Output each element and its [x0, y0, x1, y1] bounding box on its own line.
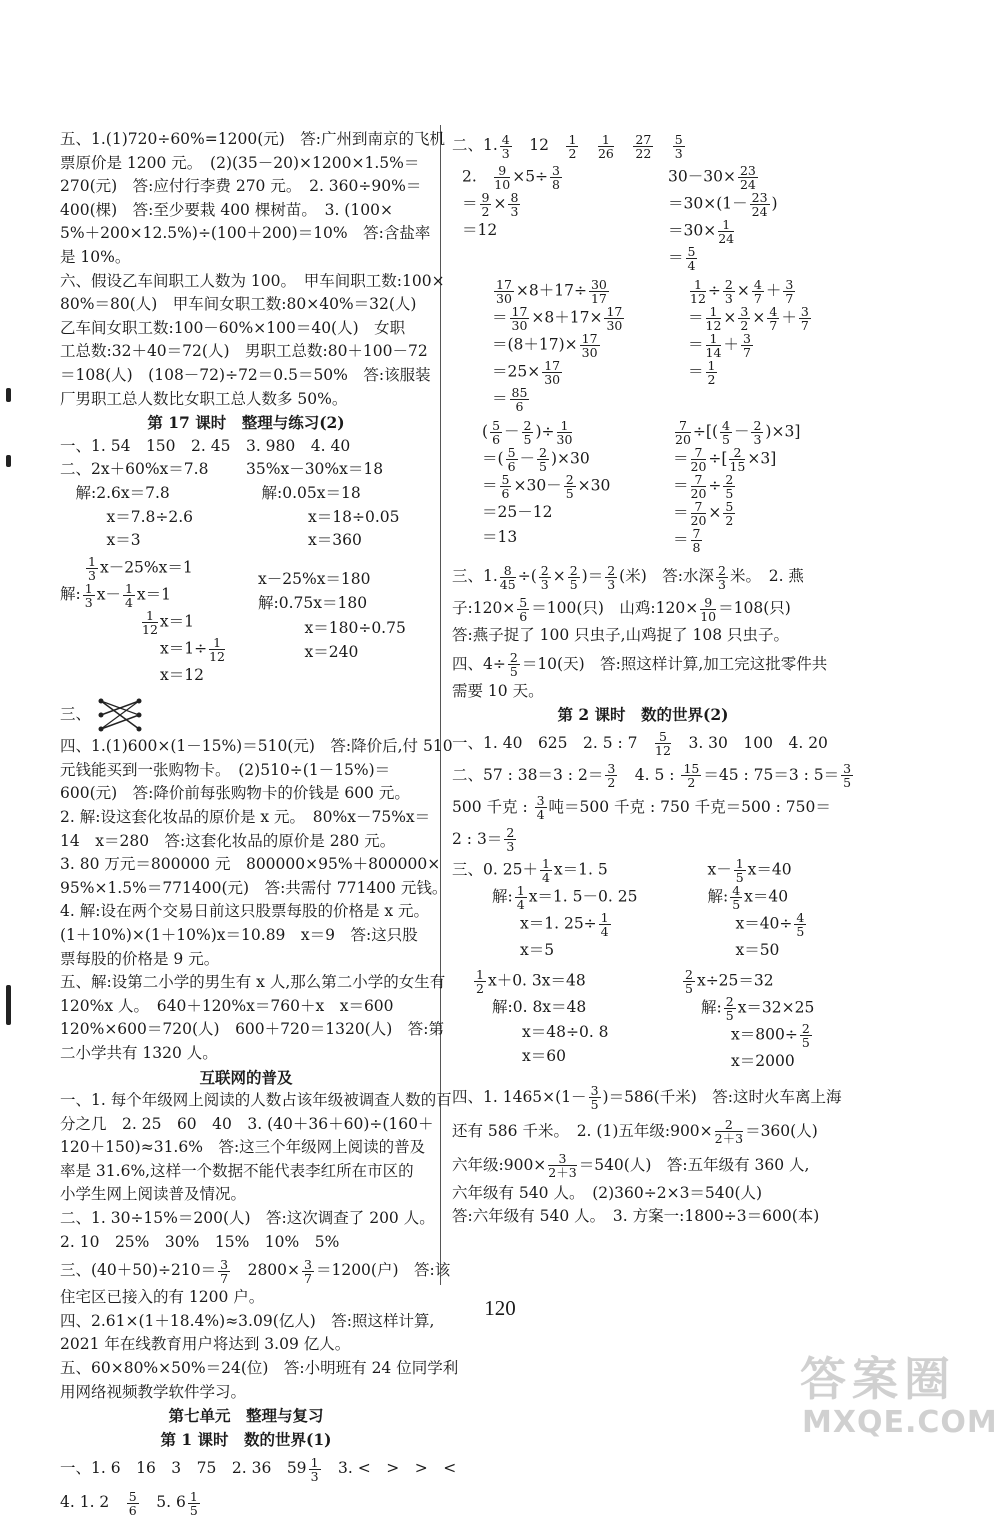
text-line: 率是 31.6%,这样一个数据不能代表李红所在市区的: [60, 1161, 414, 1180]
fraction: $\frac{27}{22}$: [635, 131, 652, 161]
calc-line: ＝ $\frac{5}{4}$: [668, 244, 696, 273]
text-line: 用网络视频教学软件学习。: [60, 1382, 247, 1401]
text-line: 四、2.61×(1＋18.4%)≈3.09(亿人) 答:照这样计算,: [60, 1311, 435, 1330]
calc-line: ＝ $\frac{7}{20}$ ÷ $\frac{2}{5}$: [673, 472, 734, 501]
text-line: 二小学共有 1320 人。: [60, 1043, 218, 1062]
fraction: $\frac{1}{4}$: [541, 855, 550, 885]
equation-block: [625, 968, 834, 1074]
equation-line: 解:0.75x＝180: [258, 594, 368, 613]
calc-line: $\frac{1}{12}$ ÷ $\frac{2}{3}$ × $\frac{4}{7}$ ＋ $\frac{3}{7}$: [690, 277, 794, 306]
text-line: 三、(40＋50)÷210＝ $\frac{3}{7}$ 2800× $\frac{3}{7}$ ＝1200(户) 答:该: [60, 1256, 451, 1286]
calc-line: $\frac{17}{30}$ ×8＋17÷ $\frac{30}{17}$: [496, 277, 607, 306]
text-line: 票每股的价格是 9 元。: [60, 949, 220, 968]
text-line: 厂男职工总人数比女职工总人数多 50%。: [60, 389, 348, 408]
matching-lines-figure: [95, 695, 145, 735]
calculation-block: [452, 278, 638, 413]
fraction: $\frac{4}{7}$: [753, 277, 762, 306]
text-line: 2. 解:设这套化妆品的原价是 x 元。 80%x－75%x＝: [60, 807, 431, 826]
text-line: 600(元) 答:降价前每张购物卡的价钱是 600 元。: [60, 784, 410, 803]
equation-pair: [452, 857, 834, 963]
fraction: $\frac{2}{3}$: [753, 418, 762, 447]
text-line: 五、1.(1)720÷60%=1200(元) 答:广州到南京的飞机: [60, 130, 446, 148]
text-line: 分之几 2. 25 60 40 3. (40＋36＋60)÷(160＋: [60, 1114, 434, 1133]
calc-line: ＝(8＋17)× $\frac{17}{30}$: [492, 331, 598, 360]
section-heading: 第 2 课时 数的世界(2): [557, 705, 729, 725]
fraction: $\frac{5}{6}$: [492, 418, 501, 447]
fraction: $\frac{5}{6}$: [507, 445, 516, 474]
equation-line: x＝60: [522, 1047, 566, 1066]
equation-line: x＝1. 25÷ $\frac{1}{4}$: [520, 909, 609, 939]
equation-line: x＝180÷0.75: [258, 618, 406, 637]
fraction: $\frac{2}{5}$: [539, 445, 547, 474]
calc-line: ( $\frac{5}{6}$ － $\frac{2}{5}$ )÷ $\frac{1}{30}$: [482, 418, 573, 447]
fraction: $\frac{1}{5}$: [189, 1488, 198, 1518]
text-line: 120%x 人。 640＋120%x＝760＋x x＝600: [60, 996, 394, 1015]
calc-line: ＝ $\frac{5}{6}$ ×30－ $\frac{2}{5}$ ×30: [482, 472, 611, 501]
fraction: $\frac{3}{7}$: [304, 1256, 312, 1286]
equation-line: x＝1÷ $\frac{1}{12}$: [160, 634, 225, 664]
fraction: $\frac{3}{7}$: [742, 331, 751, 360]
calc-line: ＝25× $\frac{17}{30}$: [492, 358, 561, 387]
fraction: $\frac{3}{2}$: [607, 761, 616, 791]
equation-line: $\frac{1}{3}$ x－25%x＝1: [88, 553, 193, 583]
fraction: $\frac{8}{3}$: [510, 190, 519, 219]
text-line: 95%×1.5%＝771400(元) 答:共需付 771400 元钱。: [60, 878, 448, 897]
calc-line: ＝ $\frac{17}{30}$ ×8＋17× $\frac{17}{30}$: [492, 304, 623, 333]
fraction: $\frac{2}{5}$: [565, 472, 574, 501]
equation-line: x＝2000: [731, 1052, 795, 1071]
fraction: $\frac{2}{3}$: [607, 562, 616, 592]
fraction: $\frac{5}{6}$: [519, 594, 528, 624]
watermark-text: 答案圈: [800, 1352, 956, 1406]
text-line: 4. 1. 2 $\frac{5}{6}$ 5. 6 $\frac{1}{5}$: [60, 1488, 198, 1518]
text-line: 500 千克 : $\frac{3}{4}$ 吨＝500 千克 : 750 千克＝500 : 750＝: [452, 793, 831, 823]
equation-block: [637, 857, 834, 963]
text-line: 2. 10 25% 30% 15% 10% 5%: [60, 1232, 340, 1251]
watermark-url: MXQE.COM: [802, 1405, 998, 1440]
text-line: 一、1. 每个年级网上阅读的人数占该年级被调查人数的百: [60, 1091, 452, 1110]
scan-mark: [6, 985, 11, 1025]
equation-line: $\frac{1}{12}$ x＝1: [142, 607, 195, 637]
fraction: $\frac{7}{20}$: [690, 499, 707, 528]
fraction: $\frac{8}{45}$: [499, 562, 516, 592]
fraction: $\frac{1}{14}$: [705, 331, 722, 360]
equation-pair: [60, 555, 432, 688]
fraction: $\frac{2}{5}$: [725, 994, 734, 1024]
fraction: $\frac{7}{20}$: [690, 472, 707, 501]
fraction: $\frac{5}{6}$: [128, 1488, 137, 1518]
fraction: $\frac{3}{2+3}$: [548, 1151, 577, 1181]
fraction: $\frac{4}{3}$: [501, 131, 510, 161]
fraction: $\frac{1}{24}$: [718, 217, 735, 246]
equation-pair: [452, 968, 834, 1074]
text-line: 二、57 : 38＝3 : 2＝ $\frac{3}{2}$ 4. 5 : $\frac{15}{2}$ ＝45 : 75＝3 : 5＝ $\frac{3}{5}$: [452, 761, 852, 791]
text-line: 需要 10 天。: [452, 681, 544, 700]
fraction: $\frac{5}{2}$: [725, 499, 734, 528]
calculation-block: [643, 419, 834, 554]
calc-line: ＝ $\frac{7}{20}$ × $\frac{5}{2}$: [673, 499, 734, 528]
fraction: $\frac{5}{6}$: [501, 472, 510, 501]
equation-line: x＝50: [735, 940, 780, 959]
fraction: $\frac{17}{30}$: [511, 304, 528, 333]
fraction: $\frac{3}{4}$: [536, 793, 545, 823]
calculation-pair: [452, 419, 834, 554]
text-line: 270(元) 答:应付行李费 270 元。 2. 360÷90%＝: [60, 177, 422, 196]
text-line: 答:六年级有 540 人。 3. 方案一:1800÷3＝600(本): [452, 1207, 820, 1226]
equation-line: x＝40÷ $\frac{4}{5}$: [735, 909, 805, 939]
calculation-block: [638, 278, 834, 413]
text-line: 三、1. $\frac{8}{45}$ ÷( $\frac{2}{3}$ × $\frac{2}{5}$ )＝ $\frac{2}{3}$ (米) 答:水深 $\frac{2}{3}$ 米。 2. 燕: [452, 562, 804, 592]
text-line: 乙车间女职工数:100－60%×100＝40(人) 女职: [60, 318, 406, 337]
equation-line: 解: $\frac{2}{5}$ x＝32×25: [701, 994, 815, 1024]
text-line: 2 : 3＝ $\frac{2}{3}$: [452, 825, 515, 855]
equation-line: 解: $\frac{1}{4}$ x＝1. 5－0. 25: [492, 882, 638, 912]
fraction: $\frac{9}{10}$: [494, 163, 511, 192]
equation-line: 二、2x＋60%x＝7.8: [60, 460, 209, 479]
fraction: $\frac{2}{5}$: [569, 562, 578, 592]
text-line: 住宅区已接入的有 1200 户。: [60, 1288, 265, 1307]
fraction: $\frac{9}{10}$: [700, 594, 717, 624]
fraction: $\frac{3}{8}$: [552, 163, 560, 192]
calc-line: ＝( $\frac{5}{6}$ － $\frac{2}{5}$ )×30: [482, 445, 590, 474]
text-line: 二、1. $\frac{4}{3}$ 12 $\frac{1}{2}$ $\frac{1}{26}$ $\frac{27}{22}$ $\frac{5}{3}$: [452, 131, 683, 161]
fraction: $\frac{1}{2}$: [707, 358, 716, 387]
calc-line: 30－30× $\frac{23}{24}$: [668, 163, 756, 192]
equation-line: x＝48÷0. 8: [522, 1022, 609, 1041]
fraction: $\frac{2}{5}$: [685, 967, 693, 997]
section-heading: 第 1 课时 数的世界(1): [160, 1429, 332, 1449]
calc-line: $\frac{7}{20}$ ÷[( $\frac{4}{5}$ － $\frac{2}{3}$ )×3]: [675, 418, 801, 447]
text-line: 4. 解:设在两个交易日前这只股票每股的价格是 x 元。: [60, 902, 430, 921]
fraction: $\frac{2}{3}$: [718, 562, 726, 592]
fraction: $\frac{2}{2+3}$: [714, 1117, 744, 1147]
fraction: $\frac{1}{26}$: [597, 131, 614, 161]
text-line: 二、1. 30÷15%＝200(人) 答:这次调查了 200 人。: [60, 1209, 435, 1228]
page-number: 120: [484, 1296, 516, 1320]
calc-line: ＝ $\frac{1}{14}$ ＋ $\frac{3}{7}$: [688, 331, 751, 360]
fraction: $\frac{3}{5}$: [590, 1083, 599, 1113]
equation-line: $\frac{2}{5}$ x÷25＝32: [685, 967, 774, 997]
section-heading: 互联网的普及: [199, 1067, 293, 1087]
text-line: 还有 586 千米。 2. (1)五年级:900× $\frac{2}{2+3}$ ＝360(人): [452, 1117, 818, 1147]
equation-block: [452, 857, 637, 963]
text-line: (1＋10%)×(1＋10%)x＝10.89 x＝9 答:这只股: [60, 925, 418, 944]
text-line: 元钱能买到一张购物卡。 (2)510÷(1－15%)＝: [60, 760, 391, 779]
text-line: 120＋150)≈31.6% 答:这三个年级网上阅读的普及: [60, 1138, 426, 1157]
scan-mark: [6, 388, 11, 402]
fraction: $\frac{2}{5}$: [725, 472, 734, 501]
fraction: $\frac{1}{5}$: [735, 855, 744, 885]
equation-block: [60, 458, 246, 552]
fraction: $\frac{1}{30}$: [556, 418, 573, 447]
text-line: 400(棵) 答:至少要栽 400 棵树苗。 3. (100×: [60, 200, 393, 219]
fraction: $\frac{15}{2}$: [683, 761, 700, 791]
text-line: 子:120× $\frac{5}{6}$ ＝100(只) 山鸡:120× $\frac{9}{10}$ ＝108(只): [452, 594, 791, 624]
fraction: $\frac{3}{7}$: [220, 1256, 229, 1286]
equation-line: x＝18÷0.05: [246, 507, 400, 526]
fraction: $\frac{5}{3}$: [674, 131, 683, 161]
fraction: $\frac{7}{20}$: [690, 445, 707, 474]
calculation-block: [628, 164, 834, 272]
fraction: $\frac{4}{5}$: [796, 909, 805, 939]
text-line: 工总数:32＋40＝72(人) 男职工总数:80＋100－72: [60, 342, 428, 361]
equation-pair: [60, 458, 432, 552]
calc-line: ＝ $\frac{7}{8}$: [673, 526, 701, 555]
fraction: $\frac{23}{24}$: [739, 163, 756, 192]
fraction: $\frac{17}{30}$: [496, 277, 512, 306]
equation-line: 35%x－30%x＝18: [246, 460, 384, 479]
calc-line: ＝30×(1－ $\frac{23}{24}$ ): [668, 190, 778, 219]
text-line: 答:燕子捉了 100 只虫子,山鸡捉了 108 只虫子。: [452, 626, 790, 644]
equation-line: x＝240: [258, 643, 359, 662]
unit-heading: 第七单元 整理与复习: [168, 1406, 324, 1426]
equation-line: $\frac{1}{2}$ x＋0. 3x＝48: [476, 967, 586, 997]
scan-mark: [6, 455, 11, 467]
text-line: 六年级:900× $\frac{3}{2+3}$ ＝540(人) 答:五年级有 360 人,: [452, 1151, 810, 1181]
fraction: $\frac{2}{15}$: [729, 445, 746, 474]
calculation-pair: [452, 164, 834, 272]
calc-line: ＝ $\frac{7}{20}$ ÷[ $\frac{2}{15}$ ×3]: [673, 445, 777, 474]
column-divider: [440, 125, 441, 1285]
fraction: $\frac{1}{3}$: [88, 553, 96, 583]
fraction: $\frac{17}{30}$: [581, 331, 598, 360]
calc-line: ＝ $\frac{9}{2}$ × $\frac{8}{3}$: [462, 190, 519, 219]
fraction: $\frac{9}{2}$: [481, 190, 490, 219]
matching-question: 三、: [60, 693, 432, 735]
equation-block: [60, 555, 258, 688]
equation-line: 解: $\frac{4}{5}$ x＝40: [707, 882, 789, 912]
text-line: 5%＋200×12.5%)÷(100＋200)＝10% 答:含盐率: [60, 224, 431, 243]
text-line: 是 10%。: [60, 247, 131, 266]
text-line: 六、假设乙车间职工人数为 100。 甲车间职工数:100×: [60, 271, 445, 290]
fraction: $\frac{1}{4}$: [600, 909, 609, 939]
fraction: $\frac{3}{5}$: [843, 761, 852, 791]
fraction: $\frac{17}{30}$: [606, 304, 623, 333]
fraction: $\frac{4}{5}$: [732, 882, 741, 912]
fraction: $\frac{5}{12}$: [655, 729, 671, 759]
calc-line: ＝25－12: [482, 503, 553, 521]
equation-line: 解:0. 8x＝48: [492, 998, 587, 1017]
text-line: 六年级有 540 人。 (2)360÷2×3＝540(人): [452, 1183, 763, 1202]
fraction: $\frac{1}{12}$: [142, 607, 158, 637]
calc-line: ＝ $\frac{1}{12}$ × $\frac{3}{2}$ × $\frac{4}{7}$ ＋ $\frac{3}{7}$: [688, 304, 809, 333]
fraction: $\frac{7}{20}$: [675, 418, 691, 447]
calc-line: ＝13: [482, 527, 518, 546]
equation-block: [452, 968, 625, 1074]
fraction: $\frac{2}{3}$: [506, 825, 515, 855]
fraction: $\frac{1}{2}$: [476, 967, 484, 997]
equation-line: 解: $\frac{1}{3}$ x－ $\frac{1}{4}$ x＝1: [60, 580, 171, 610]
fraction: $\frac{17}{30}$: [544, 358, 561, 387]
fraction: $\frac{4}{7}$: [769, 304, 778, 333]
calc-line: ＝ $\frac{1}{2}$: [688, 358, 716, 387]
fraction: $\frac{1}{12}$: [209, 634, 225, 664]
fraction: $\frac{3}{7}$: [800, 304, 809, 333]
fraction: $\frac{1}{2}$: [568, 131, 577, 161]
text-line: 四、1. 1465×(1－ $\frac{3}{5}$ )＝586(千米) 答:这时火车离上海: [452, 1083, 842, 1113]
text-line: 小学生网上阅读普及情况。: [60, 1185, 247, 1204]
equation-line: 解:2.6x＝7.8: [60, 483, 170, 502]
equation-line: 三、0. 25＋ $\frac{1}{4}$ x＝1. 5: [452, 855, 608, 885]
calc-line: ＝12: [462, 221, 498, 239]
fraction: $\frac{23}{24}$: [751, 190, 768, 219]
text-line: 五、60×80%×50%＝24(位) 答:小明班有 24 位同学利: [60, 1359, 459, 1378]
fraction: $\frac{2}{5}$: [523, 418, 532, 447]
equation-line: 解:0.05x＝18: [246, 483, 361, 502]
text-line: 2021 年在线教育用户将达到 3.09 亿人。: [60, 1335, 351, 1354]
text-line: 一、1. 40 625 2. 5 : 7 $\frac{5}{12}$ 3. 30 100 4. 20: [452, 729, 828, 759]
fraction: $\frac{1}{12}$: [705, 304, 722, 333]
equation-line: x＝3: [60, 531, 141, 550]
equation-line: x＝7.8÷2.6: [60, 507, 194, 526]
fraction: $\frac{2}{3}$: [540, 562, 549, 592]
calculation-block: [452, 419, 643, 554]
text-line: 票原价是 1200 元。 (2)(35－20)×1200×1.5%＝: [60, 153, 420, 172]
fraction: $\frac{30}{17}$: [590, 277, 607, 306]
text-line: ＝108(人) (108－72)÷72＝0.5＝50% 答:该服装: [60, 365, 431, 384]
section-heading: 第 17 课时 整理与练习(2): [147, 413, 345, 433]
calc-line: 2. $\frac{9}{10}$ ×5÷ $\frac{3}{8}$: [462, 163, 560, 192]
equation-line: x－ $\frac{1}{5}$ x＝40: [707, 855, 792, 885]
equation-block: [258, 555, 432, 688]
text-line: 五、解:设第二小学的男生有 x 人,那么第二小学的女生有: [60, 973, 446, 992]
fraction: $\frac{7}{8}$: [692, 526, 701, 555]
right-column: [452, 128, 852, 1229]
text-line: 一、1. 6 16 3 75 2. 36 59 $\frac{1}{3}$ 3. < > > <: [60, 1454, 457, 1484]
fraction: $\frac{2}{5}$: [801, 1021, 810, 1051]
text-line: 14 x＝280 答:这套化妆品的原价是 280 元。: [60, 831, 396, 850]
text-line: 四、4÷ $\frac{2}{5}$ ＝10(天) 答:照这样计算,加工完这批零件共: [452, 650, 828, 680]
equation-block: [246, 458, 432, 552]
fraction: $\frac{1}{12}$: [690, 277, 706, 306]
equation-line: x－25%x＝180: [258, 569, 371, 588]
fraction: $\frac{1}{4}$: [124, 580, 133, 610]
fraction: $\frac{85}{6}$: [511, 385, 528, 414]
fraction: $\frac{2}{3}$: [724, 277, 733, 306]
text-line: 一、1. 54 150 2. 45 3. 980 4. 40: [60, 436, 351, 455]
text-line: 四、1.(1)600×(1－15%)＝510(元) 答:降价后,付 510: [60, 737, 453, 756]
text-line: 80%＝80(人) 甲车间女职工数:80×40%＝32(人): [60, 295, 417, 314]
text-line: 120%×600＝720(人) 600＋720＝1320(人) 答:第: [60, 1020, 444, 1039]
fraction: $\frac{3}{2}$: [740, 304, 749, 333]
fraction: $\frac{2}{5}$: [509, 650, 518, 680]
text-line: 3. 80 万元＝800000 元 800000×95%＋800000×: [60, 855, 441, 874]
fraction: $\frac{1}{3}$: [310, 1454, 319, 1484]
fraction: $\frac{1}{4}$: [516, 882, 525, 912]
equation-line: x＝12: [160, 665, 204, 684]
equation-line: x＝800÷ $\frac{2}{5}$: [731, 1021, 810, 1051]
equation-line: x＝360: [246, 531, 362, 550]
calculation-block: [452, 164, 628, 272]
calculation-pair: [452, 278, 834, 413]
calc-line: ＝ $\frac{85}{6}$: [492, 385, 528, 414]
fraction: $\frac{5}{4}$: [687, 244, 696, 273]
fraction: $\frac{1}{3}$: [84, 580, 93, 610]
watermark-logo: [788, 1343, 998, 1453]
equation-line: x＝5: [520, 940, 555, 959]
fraction: $\frac{3}{7}$: [785, 277, 794, 306]
calc-line: ＝30× $\frac{1}{24}$: [668, 217, 735, 246]
fraction: $\frac{4}{5}$: [722, 418, 730, 447]
